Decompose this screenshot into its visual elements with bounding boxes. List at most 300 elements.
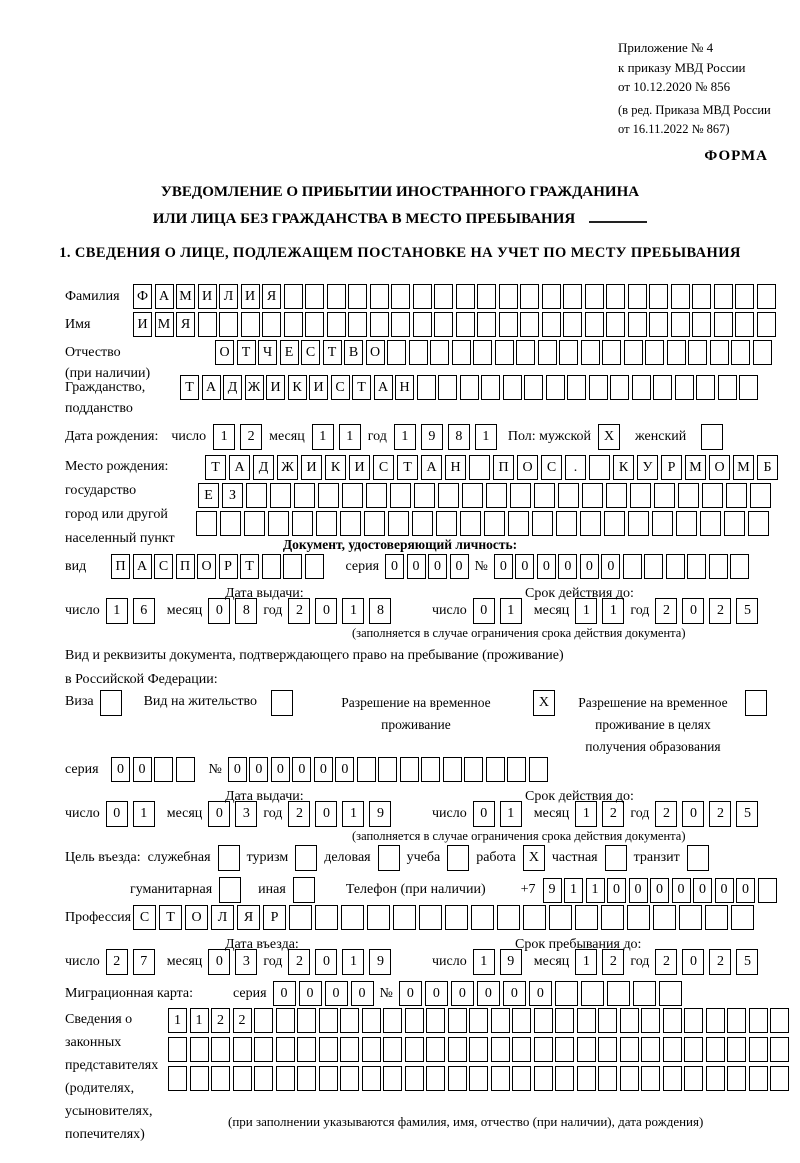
form-cell[interactable]: А <box>374 375 393 400</box>
form-cell[interactable] <box>589 375 608 400</box>
form-cell[interactable] <box>581 340 600 365</box>
form-cell[interactable]: С <box>301 340 320 365</box>
form-cell[interactable]: 3 <box>235 801 257 827</box>
form-cell[interactable]: И <box>266 375 285 400</box>
form-cell[interactable] <box>649 312 668 337</box>
form-cell[interactable] <box>727 1066 746 1091</box>
form-cell[interactable]: Я <box>176 312 195 337</box>
form-cell[interactable]: 1 <box>106 598 128 624</box>
form-cell[interactable] <box>687 554 706 579</box>
form-cell[interactable] <box>687 845 709 871</box>
form-cell[interactable]: 6 <box>133 598 155 624</box>
form-cell[interactable] <box>456 312 475 337</box>
form-cell[interactable] <box>601 905 624 930</box>
form-cell[interactable]: Т <box>352 375 371 400</box>
form-cell[interactable] <box>430 340 449 365</box>
form-cell[interactable]: 1 <box>575 949 597 975</box>
form-cell[interactable] <box>624 340 643 365</box>
form-cell[interactable] <box>714 312 733 337</box>
form-cell[interactable] <box>366 483 387 508</box>
form-cell[interactable] <box>692 284 711 309</box>
form-cell[interactable]: Т <box>237 340 256 365</box>
form-cell[interactable] <box>383 1066 402 1091</box>
form-cell[interactable] <box>701 424 723 450</box>
form-cell[interactable] <box>633 981 656 1006</box>
form-cell[interactable] <box>419 905 442 930</box>
form-cell[interactable] <box>512 1066 531 1091</box>
form-cell[interactable] <box>739 375 758 400</box>
form-cell[interactable]: 0 <box>529 981 552 1006</box>
form-cell[interactable] <box>198 312 217 337</box>
form-cell[interactable] <box>748 511 769 536</box>
form-cell[interactable] <box>758 878 777 903</box>
form-cell[interactable]: Я <box>262 284 281 309</box>
form-cell[interactable] <box>438 483 459 508</box>
form-cell[interactable]: 0 <box>315 598 337 624</box>
form-cell[interactable]: И <box>309 375 328 400</box>
form-cell[interactable]: 0 <box>503 981 526 1006</box>
form-cell[interactable] <box>262 554 281 579</box>
form-cell[interactable] <box>289 905 312 930</box>
form-cell[interactable] <box>413 284 432 309</box>
form-cell[interactable] <box>558 483 579 508</box>
form-cell[interactable]: 8 <box>448 424 470 450</box>
form-cell[interactable] <box>757 312 776 337</box>
form-cell[interactable] <box>327 312 346 337</box>
form-cell[interactable] <box>211 1037 230 1062</box>
form-cell[interactable]: Р <box>661 455 682 480</box>
form-cell[interactable] <box>295 845 317 871</box>
form-cell[interactable] <box>305 284 324 309</box>
form-cell[interactable] <box>559 340 578 365</box>
form-cell[interactable] <box>706 1037 725 1062</box>
form-cell[interactable] <box>469 455 490 480</box>
form-cell[interactable] <box>460 511 481 536</box>
form-cell[interactable] <box>684 1008 703 1033</box>
form-cell[interactable] <box>645 340 664 365</box>
form-cell[interactable] <box>491 1008 510 1033</box>
form-cell[interactable] <box>484 511 505 536</box>
form-cell[interactable] <box>426 1037 445 1062</box>
form-cell[interactable] <box>718 375 737 400</box>
form-cell[interactable]: 0 <box>271 757 290 782</box>
form-cell[interactable] <box>362 1066 381 1091</box>
form-cell[interactable] <box>628 312 647 337</box>
form-cell[interactable] <box>556 511 577 536</box>
form-cell[interactable] <box>679 905 702 930</box>
form-cell[interactable] <box>516 340 535 365</box>
form-cell[interactable]: 9 <box>421 424 443 450</box>
form-cell[interactable]: И <box>241 284 260 309</box>
form-cell[interactable]: С <box>541 455 562 480</box>
form-cell[interactable] <box>448 1037 467 1062</box>
form-cell[interactable] <box>348 312 367 337</box>
form-cell[interactable]: 0 <box>450 554 469 579</box>
form-cell[interactable] <box>176 757 195 782</box>
form-cell[interactable]: 1 <box>342 598 364 624</box>
form-cell[interactable]: 0 <box>451 981 474 1006</box>
form-cell[interactable] <box>542 284 561 309</box>
form-cell[interactable]: Т <box>180 375 199 400</box>
form-cell[interactable] <box>378 845 400 871</box>
form-cell[interactable]: 2 <box>602 949 624 975</box>
form-cell[interactable] <box>168 1037 187 1062</box>
form-cell[interactable] <box>426 1008 445 1033</box>
form-cell[interactable] <box>276 1008 295 1033</box>
form-cell[interactable]: 0 <box>106 801 128 827</box>
form-cell[interactable] <box>271 690 293 716</box>
form-cell[interactable] <box>675 375 694 400</box>
form-cell[interactable] <box>706 1008 725 1033</box>
form-cell[interactable] <box>319 1066 338 1091</box>
form-cell[interactable] <box>246 483 267 508</box>
form-cell[interactable] <box>284 284 303 309</box>
form-cell[interactable] <box>233 1037 252 1062</box>
form-cell[interactable]: 1 <box>312 424 334 450</box>
form-cell[interactable] <box>400 757 419 782</box>
form-cell[interactable]: 0 <box>715 878 734 903</box>
form-cell[interactable] <box>297 1066 316 1091</box>
form-cell[interactable] <box>606 483 627 508</box>
form-cell[interactable]: С <box>154 554 173 579</box>
form-cell[interactable] <box>534 1037 553 1062</box>
form-cell[interactable]: 2 <box>288 801 310 827</box>
form-cell[interactable]: 0 <box>299 981 322 1006</box>
form-cell[interactable] <box>445 905 468 930</box>
form-cell[interactable]: 5 <box>736 598 758 624</box>
form-cell[interactable] <box>667 340 686 365</box>
form-cell[interactable] <box>244 511 265 536</box>
form-cell[interactable] <box>268 511 289 536</box>
form-cell[interactable]: 0 <box>682 801 704 827</box>
form-cell[interactable] <box>254 1066 273 1091</box>
form-cell[interactable] <box>297 1008 316 1033</box>
form-cell[interactable]: К <box>325 455 346 480</box>
form-cell[interactable] <box>671 284 690 309</box>
form-cell[interactable] <box>388 511 409 536</box>
form-cell[interactable]: Н <box>445 455 466 480</box>
form-cell[interactable]: П <box>176 554 195 579</box>
form-cell[interactable]: 8 <box>369 598 391 624</box>
form-cell[interactable] <box>340 1008 359 1033</box>
form-cell[interactable]: 0 <box>407 554 426 579</box>
form-cell[interactable] <box>641 1066 660 1091</box>
form-cell[interactable]: 0 <box>315 801 337 827</box>
form-cell[interactable] <box>630 483 651 508</box>
form-cell[interactable]: М <box>733 455 754 480</box>
form-cell[interactable]: 0 <box>385 554 404 579</box>
form-cell[interactable] <box>443 757 462 782</box>
form-cell[interactable] <box>641 1037 660 1062</box>
form-cell[interactable] <box>154 757 173 782</box>
form-cell[interactable] <box>726 483 747 508</box>
form-cell[interactable]: 0 <box>515 554 534 579</box>
form-cell[interactable] <box>434 284 453 309</box>
form-cell[interactable] <box>477 312 496 337</box>
form-cell[interactable]: 2 <box>288 949 310 975</box>
form-cell[interactable] <box>555 1008 574 1033</box>
form-cell[interactable]: А <box>421 455 442 480</box>
form-cell[interactable] <box>367 905 390 930</box>
form-cell[interactable] <box>473 340 492 365</box>
form-cell[interactable] <box>270 483 291 508</box>
form-cell[interactable]: 0 <box>428 554 447 579</box>
form-cell[interactable]: Е <box>280 340 299 365</box>
form-cell[interactable]: Ж <box>277 455 298 480</box>
form-cell[interactable]: Д <box>223 375 242 400</box>
form-cell[interactable] <box>100 690 122 716</box>
form-cell[interactable] <box>641 1008 660 1033</box>
form-cell[interactable] <box>598 1037 617 1062</box>
form-cell[interactable]: А <box>202 375 221 400</box>
form-cell[interactable]: С <box>133 905 156 930</box>
form-cell[interactable]: 0 <box>208 598 230 624</box>
form-cell[interactable] <box>577 1008 596 1033</box>
form-cell[interactable] <box>319 1008 338 1033</box>
form-cell[interactable] <box>211 1066 230 1091</box>
form-cell[interactable]: 0 <box>314 757 333 782</box>
form-cell[interactable] <box>652 511 673 536</box>
form-cell[interactable] <box>654 483 675 508</box>
form-cell[interactable] <box>491 1066 510 1091</box>
form-cell[interactable] <box>676 511 697 536</box>
form-cell[interactable]: 0 <box>208 949 230 975</box>
form-cell[interactable] <box>370 284 389 309</box>
form-cell[interactable] <box>370 312 389 337</box>
form-cell[interactable] <box>627 905 650 930</box>
form-cell[interactable] <box>605 845 627 871</box>
form-cell[interactable]: Т <box>397 455 418 480</box>
form-cell[interactable] <box>700 511 721 536</box>
form-cell[interactable] <box>577 1066 596 1091</box>
form-cell[interactable] <box>534 483 555 508</box>
form-cell[interactable] <box>276 1037 295 1062</box>
form-cell[interactable] <box>696 375 715 400</box>
form-cell[interactable] <box>549 905 572 930</box>
form-cell[interactable] <box>663 1008 682 1033</box>
form-cell[interactable] <box>499 284 518 309</box>
form-cell[interactable]: 9 <box>369 949 391 975</box>
form-cell[interactable] <box>469 1066 488 1091</box>
form-cell[interactable] <box>426 1066 445 1091</box>
form-cell[interactable] <box>532 511 553 536</box>
form-cell[interactable] <box>218 845 240 871</box>
form-cell[interactable] <box>297 1037 316 1062</box>
form-cell[interactable]: 0 <box>693 878 712 903</box>
form-cell[interactable] <box>555 981 578 1006</box>
form-cell[interactable] <box>196 511 217 536</box>
form-cell[interactable]: 0 <box>629 878 648 903</box>
form-cell[interactable]: М <box>155 312 174 337</box>
form-cell[interactable] <box>168 1066 187 1091</box>
form-cell[interactable]: 0 <box>208 801 230 827</box>
form-cell[interactable]: 0 <box>273 981 296 1006</box>
form-cell[interactable]: 0 <box>580 554 599 579</box>
form-cell[interactable] <box>387 340 406 365</box>
form-cell[interactable] <box>393 905 416 930</box>
form-cell[interactable] <box>542 312 561 337</box>
form-cell[interactable] <box>727 1008 746 1033</box>
form-cell[interactable]: 5 <box>736 801 758 827</box>
form-cell[interactable]: 0 <box>607 878 626 903</box>
form-cell[interactable] <box>750 483 771 508</box>
form-cell[interactable] <box>409 340 428 365</box>
form-cell[interactable] <box>628 284 647 309</box>
form-cell[interactable]: 0 <box>601 554 620 579</box>
form-cell[interactable]: 0 <box>111 757 130 782</box>
form-cell[interactable] <box>577 1037 596 1062</box>
form-cell[interactable]: 0 <box>537 554 556 579</box>
form-cell[interactable]: 2 <box>602 801 624 827</box>
form-cell[interactable] <box>405 1008 424 1033</box>
form-cell[interactable] <box>753 340 772 365</box>
form-cell[interactable]: З <box>222 483 243 508</box>
form-cell[interactable] <box>315 905 338 930</box>
form-cell[interactable] <box>391 284 410 309</box>
form-cell[interactable] <box>447 845 469 871</box>
form-cell[interactable]: О <box>185 905 208 930</box>
form-cell[interactable] <box>383 1008 402 1033</box>
form-cell[interactable] <box>714 284 733 309</box>
form-cell[interactable] <box>254 1037 273 1062</box>
form-cell[interactable] <box>585 312 604 337</box>
form-cell[interactable]: 0 <box>473 801 495 827</box>
form-cell[interactable]: 8 <box>235 598 257 624</box>
form-cell[interactable] <box>319 1037 338 1062</box>
form-cell[interactable] <box>534 1008 553 1033</box>
form-cell[interactable]: 9 <box>369 801 391 827</box>
form-cell[interactable]: 2 <box>106 949 128 975</box>
form-cell[interactable]: X <box>523 845 545 871</box>
form-cell[interactable] <box>434 312 453 337</box>
form-cell[interactable] <box>390 483 411 508</box>
form-cell[interactable] <box>731 340 750 365</box>
form-cell[interactable] <box>481 375 500 400</box>
form-cell[interactable] <box>606 312 625 337</box>
form-cell[interactable]: 0 <box>315 949 337 975</box>
form-cell[interactable]: 2 <box>709 801 731 827</box>
form-cell[interactable]: 1 <box>394 424 416 450</box>
form-cell[interactable]: 0 <box>292 757 311 782</box>
form-cell[interactable]: Е <box>198 483 219 508</box>
form-cell[interactable]: Н <box>395 375 414 400</box>
form-cell[interactable] <box>710 340 729 365</box>
form-cell[interactable]: 2 <box>233 1008 252 1033</box>
form-cell[interactable]: У <box>637 455 658 480</box>
form-cell[interactable] <box>649 284 668 309</box>
form-cell[interactable] <box>405 1066 424 1091</box>
form-cell[interactable] <box>770 1037 789 1062</box>
form-cell[interactable]: И <box>198 284 217 309</box>
form-cell[interactable] <box>491 1037 510 1062</box>
form-cell[interactable] <box>499 312 518 337</box>
form-cell[interactable]: Т <box>159 905 182 930</box>
form-cell[interactable]: 9 <box>543 878 562 903</box>
form-cell[interactable] <box>510 483 531 508</box>
form-cell[interactable] <box>412 511 433 536</box>
form-cell[interactable]: 0 <box>335 757 354 782</box>
form-cell[interactable]: Ф <box>133 284 152 309</box>
form-cell[interactable] <box>477 284 496 309</box>
form-cell[interactable]: П <box>493 455 514 480</box>
form-cell[interactable] <box>507 757 526 782</box>
form-cell[interactable]: 1 <box>190 1008 209 1033</box>
form-cell[interactable]: 1 <box>602 598 624 624</box>
form-cell[interactable] <box>620 1037 639 1062</box>
form-cell[interactable]: Л <box>219 284 238 309</box>
form-cell[interactable] <box>293 877 315 903</box>
form-cell[interactable] <box>666 554 685 579</box>
form-cell[interactable]: . <box>565 455 586 480</box>
form-cell[interactable] <box>233 1066 252 1091</box>
form-cell[interactable] <box>735 312 754 337</box>
form-cell[interactable] <box>292 511 313 536</box>
form-cell[interactable] <box>318 483 339 508</box>
form-cell[interactable] <box>469 1037 488 1062</box>
form-cell[interactable] <box>663 1037 682 1062</box>
form-cell[interactable]: 0 <box>228 757 247 782</box>
form-cell[interactable]: 1 <box>575 598 597 624</box>
form-cell[interactable]: Т <box>205 455 226 480</box>
form-cell[interactable] <box>602 340 621 365</box>
form-cell[interactable]: 0 <box>672 878 691 903</box>
form-cell[interactable] <box>284 312 303 337</box>
form-cell[interactable] <box>219 312 238 337</box>
form-cell[interactable]: Ч <box>258 340 277 365</box>
form-cell[interactable] <box>523 905 546 930</box>
form-cell[interactable] <box>508 511 529 536</box>
form-cell[interactable]: А <box>155 284 174 309</box>
form-cell[interactable] <box>520 312 539 337</box>
form-cell[interactable] <box>362 1008 381 1033</box>
form-cell[interactable] <box>417 375 436 400</box>
form-cell[interactable] <box>563 284 582 309</box>
form-cell[interactable] <box>495 340 514 365</box>
form-cell[interactable]: В <box>344 340 363 365</box>
form-cell[interactable] <box>529 757 548 782</box>
form-cell[interactable]: 1 <box>575 801 597 827</box>
form-cell[interactable] <box>663 1066 682 1091</box>
form-cell[interactable]: 1 <box>213 424 235 450</box>
form-cell[interactable] <box>555 1037 574 1062</box>
form-cell[interactable]: Д <box>253 455 274 480</box>
form-cell[interactable] <box>567 375 586 400</box>
form-cell[interactable] <box>555 1066 574 1091</box>
form-cell[interactable] <box>671 312 690 337</box>
form-cell[interactable] <box>364 511 385 536</box>
form-cell[interactable]: X <box>598 424 620 450</box>
form-cell[interactable] <box>585 284 604 309</box>
form-cell[interactable] <box>305 312 324 337</box>
form-cell[interactable] <box>534 1066 553 1091</box>
form-cell[interactable]: П <box>111 554 130 579</box>
form-cell[interactable] <box>190 1066 209 1091</box>
form-cell[interactable]: Р <box>219 554 238 579</box>
form-cell[interactable]: С <box>373 455 394 480</box>
form-cell[interactable] <box>524 375 543 400</box>
form-cell[interactable] <box>452 340 471 365</box>
form-cell[interactable] <box>575 905 598 930</box>
form-cell[interactable] <box>340 1037 359 1062</box>
form-cell[interactable] <box>512 1037 531 1062</box>
form-cell[interactable]: 1 <box>342 949 364 975</box>
form-cell[interactable]: 0 <box>351 981 374 1006</box>
form-cell[interactable]: К <box>288 375 307 400</box>
form-cell[interactable]: О <box>215 340 234 365</box>
form-cell[interactable] <box>749 1008 768 1033</box>
form-cell[interactable] <box>460 375 479 400</box>
form-cell[interactable] <box>724 511 745 536</box>
